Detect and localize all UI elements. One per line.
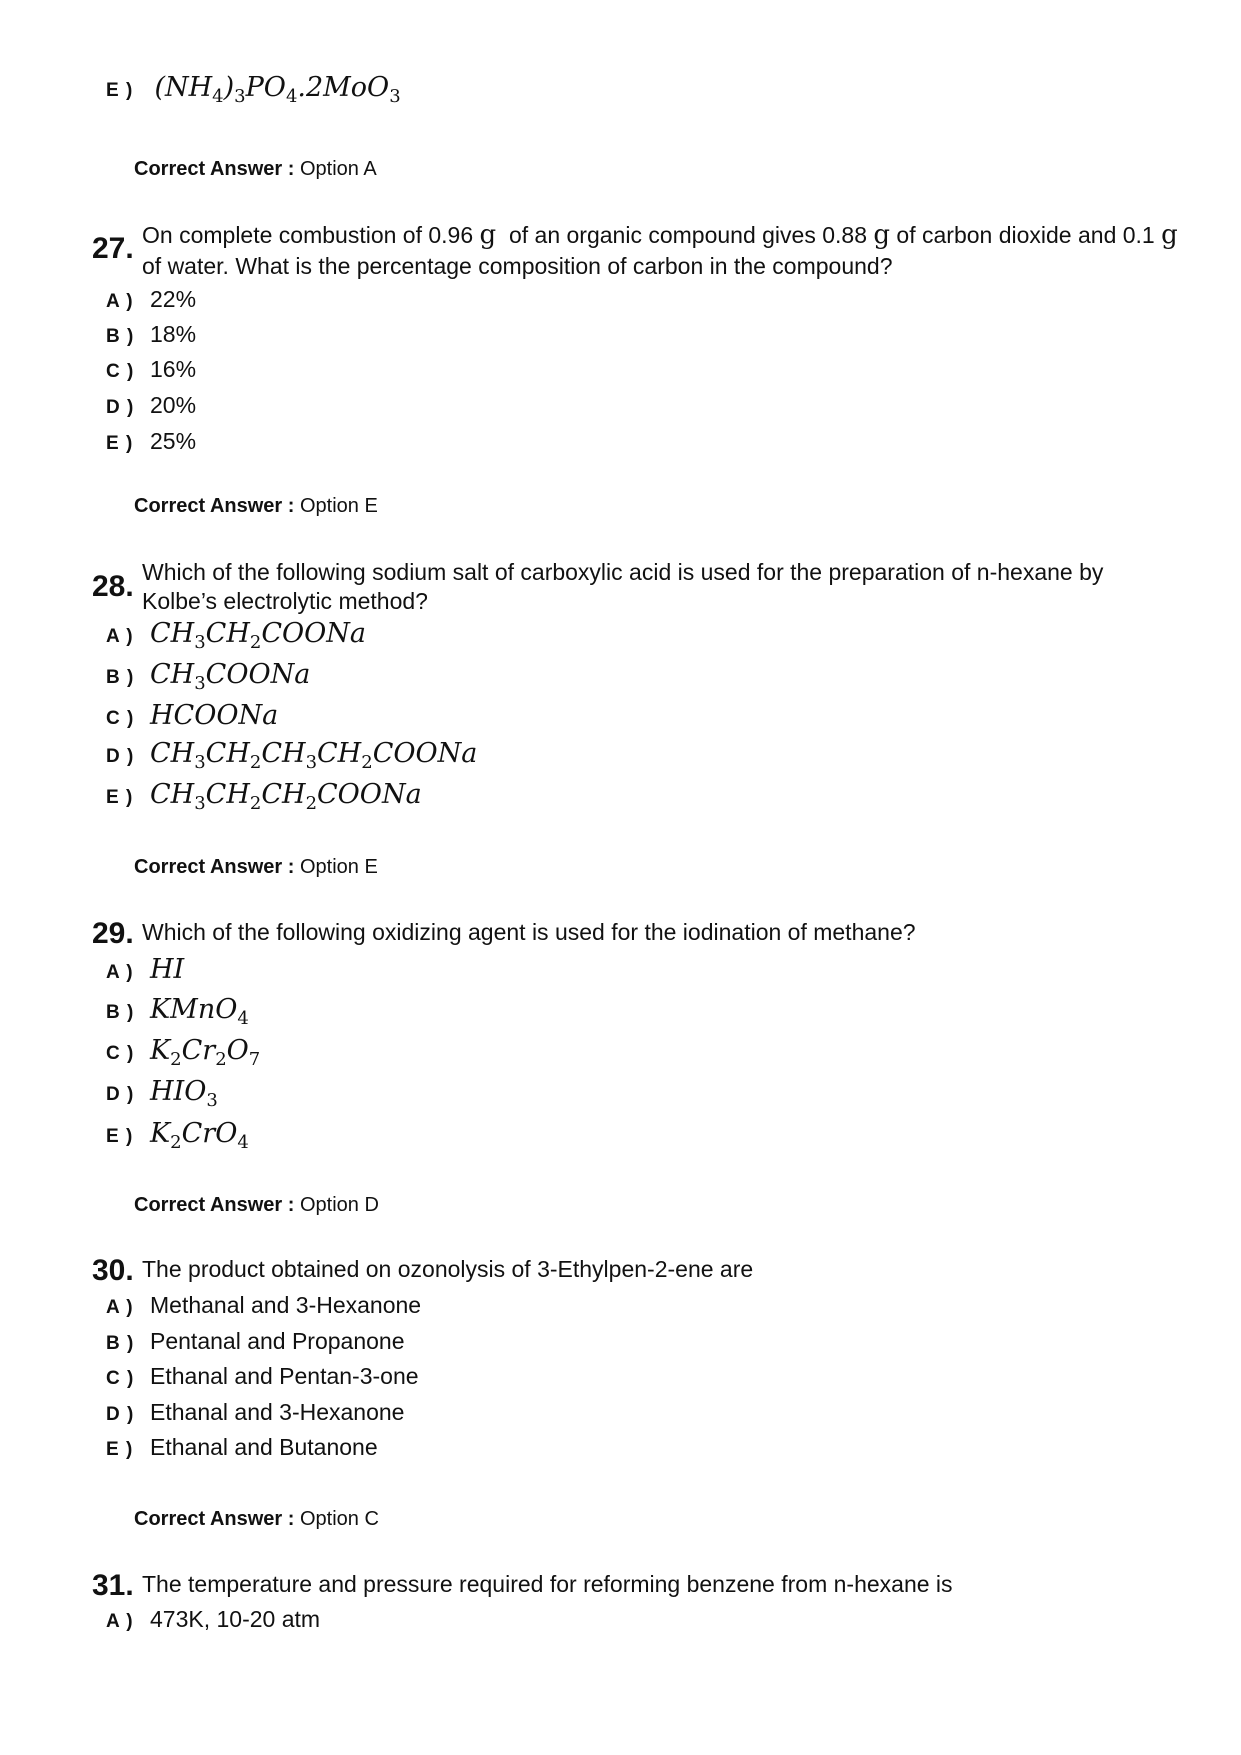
q29-option-b [106,994,249,1028]
option-text: Ethanal and Pentan-3-one [150,1363,419,1389]
option-letter: E ) [106,787,134,808]
q30-option-e [106,1434,378,1468]
option-letter: E ) [106,1126,134,1147]
option-letter: C ) [106,361,135,382]
option-formula: KMnO$_4$ [150,994,249,1029]
option-letter: A ) [106,626,134,647]
q30-correct-answer [134,1508,379,1531]
option-letter: D ) [106,746,135,767]
option-letter: D ) [106,1084,135,1105]
option-formula: $CH_3CH_2CH_2COONa$ [150,779,422,814]
option-formula: $HIO_3$ [150,1076,218,1111]
q30-option-a [106,1292,421,1326]
q28-correct-answer [134,856,378,879]
option-formula: $CH_3CH_2CH_3CH_2COONa$ [150,738,478,773]
question-number: 28. [92,570,134,603]
question-text: Which of the following sodium salt of carboxylic acid is used for the preparation of n-hexane by Kolbe’s electrolytic method? [142,559,1104,614]
question-number: 27. [92,232,134,265]
q27-option-a [106,286,196,320]
q27-option-b [106,321,196,355]
option-letter: D ) [106,1404,135,1425]
q29-option-a [106,954,184,988]
q27-option-e [106,428,196,462]
correct-answer-value: Option D [299,1194,379,1216]
option-formula: $(NH_4)_3PO_4.2MoO_3$ [154,72,401,107]
q28-option-c [106,700,278,734]
option-letter: A ) [106,291,134,312]
option-letter: B ) [106,326,135,347]
correct-answer-value: Option E [299,495,378,517]
option-text: Ethanal and 3-Hexanone [150,1399,405,1425]
q28-option-d [106,738,477,772]
option-text: Ethanal and Butanone [150,1434,378,1460]
correct-answer-label: Correct Answer : [134,495,295,517]
option-formula: $K_2CrO_4$ [150,1118,249,1153]
question-number: 29. [92,917,134,950]
option-letter: A ) [106,1297,134,1318]
option-letter: B ) [106,1333,135,1354]
option-formula: $CH_3CH_2COONa$ [150,618,366,653]
correct-answer-value: Option A [299,158,377,180]
option-text: 25% [150,428,197,454]
option-text: Methanal and 3-Hexanone [150,1292,422,1318]
q28-option-b [106,659,310,693]
q27-option-c [106,356,196,390]
q29-option-c [106,1035,260,1069]
option-letter: C ) [106,1043,135,1064]
q26-correct-answer [134,158,377,181]
option-letter: B ) [106,1002,135,1023]
option-letter: E ) [106,433,134,454]
option-text: 20% [150,392,197,418]
question-number: 31. [92,1569,134,1602]
option-letter: C ) [106,708,135,729]
q29-correct-answer [134,1194,379,1217]
option-letter: A ) [106,1611,134,1632]
option-formula: HCOONa [150,700,279,731]
option-text: 473K, 10-20 atm [150,1606,321,1632]
option-formula: $K_2Cr_2O_7$ [150,1035,261,1070]
question-text: The temperature and pressure required for reforming benzene from n-hexane is [142,1571,953,1597]
option-formula: HI [150,954,185,985]
option-letter: C ) [106,1368,135,1389]
question-text: On complete combustion of 0.96 g of an organic compound gives 0.88 g of carbon dioxide and 0.1 g of water. What is the percentage composition of carbon in the compound? [142,220,1178,279]
option-letter: B ) [106,667,135,688]
option-text: Pentanal and Propanone [150,1328,405,1354]
option-letter: A ) [106,962,134,983]
q27-correct-answer [134,495,378,518]
option-letter: E ) [106,80,134,101]
correct-answer-label: Correct Answer : [134,1194,295,1216]
option-formula: $CH_3COONa$ [150,659,311,694]
question-number: 30. [92,1254,134,1287]
option-text: 16% [150,356,197,382]
question-text: Which of the following oxidizing agent is used for the iodination of methane? [142,919,916,945]
q30-option-d [106,1399,404,1433]
q31-option-a [106,1606,320,1640]
q28-option-a [106,618,366,652]
option-letter: D ) [106,397,135,418]
option-text: 22% [150,286,197,312]
correct-answer-value: Option C [299,1508,379,1530]
q30-option-b [106,1328,405,1362]
q27-option-d [106,392,196,426]
correct-answer-value: Option E [299,856,378,878]
q29-option-d [106,1076,218,1110]
correct-answer-label: Correct Answer : [134,1508,295,1530]
q28-option-e [106,779,422,813]
option-letter: E ) [106,1439,134,1460]
option-text: 18% [150,321,197,347]
q26-option-e [106,72,401,106]
correct-answer-label: Correct Answer : [134,158,295,180]
q30-option-c [106,1363,419,1397]
q29-option-e [106,1118,249,1152]
correct-answer-label: Correct Answer : [134,856,295,878]
question-text: The product obtained on ozonolysis of 3-Ethylpen-2-ene are [142,1256,754,1282]
